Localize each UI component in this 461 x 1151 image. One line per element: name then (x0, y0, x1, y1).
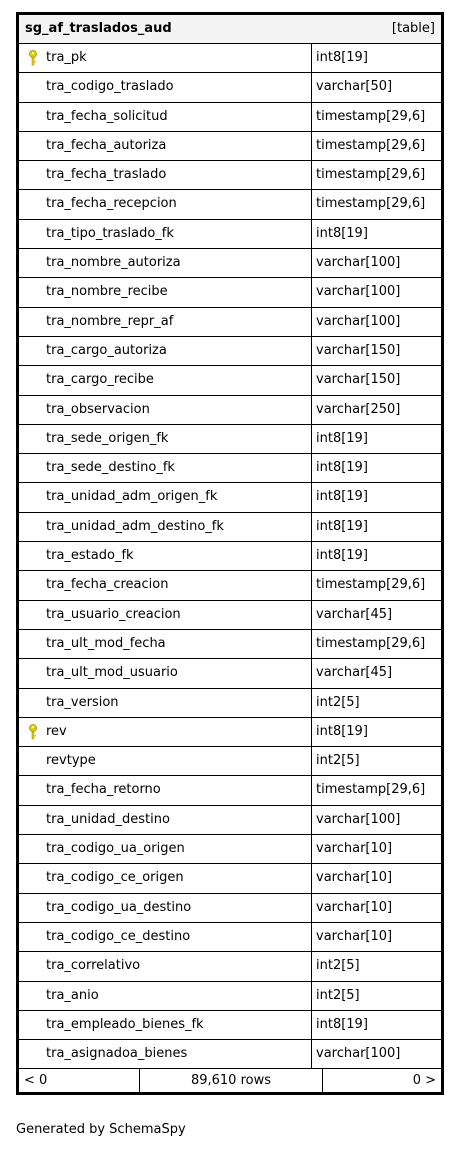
column-name[interactable]: tra_cargo_autoriza (46, 342, 167, 358)
column-type: timestamp[29,6] (316, 782, 426, 798)
column-type: int2[5] (316, 753, 360, 769)
column-row[interactable] (19, 454, 441, 483)
column-name[interactable]: tra_sede_destino_fk (46, 460, 175, 476)
column-name[interactable]: tra_pk (46, 50, 87, 65)
column-name-cell (19, 601, 312, 629)
column-list (19, 44, 441, 1069)
column-row[interactable] (19, 894, 441, 923)
column-name-cell (19, 425, 312, 453)
column-name[interactable]: tra_unidad_adm_destino_fk (46, 518, 224, 534)
column-name[interactable]: tra_version (46, 694, 119, 710)
column-name[interactable]: tra_codigo_ua_destino (46, 899, 192, 915)
column-row[interactable] (19, 601, 441, 630)
column-type: int8[19] (316, 430, 368, 446)
column-name[interactable]: tra_unidad_destino (46, 811, 170, 827)
column-type: int8[19] (316, 1016, 368, 1032)
column-row[interactable] (19, 1040, 441, 1069)
column-type: int2[5] (316, 694, 360, 710)
table-header (19, 15, 441, 44)
column-name-cell (19, 776, 312, 804)
column-row[interactable] (19, 366, 441, 395)
column-name[interactable]: tra_ult_mod_fecha (46, 635, 166, 651)
column-row[interactable] (19, 161, 441, 190)
table-footer (19, 1069, 441, 1092)
column-type: varchar[100] (316, 284, 401, 300)
column-row[interactable] (19, 103, 441, 132)
column-type: varchar[50] (316, 79, 393, 95)
column-name[interactable]: tra_codigo_traslado (46, 79, 174, 95)
column-name-cell (19, 513, 312, 541)
column-type: varchar[10] (316, 899, 393, 915)
column-type: varchar[10] (316, 870, 393, 886)
column-name-cell (19, 571, 312, 599)
column-name-cell (19, 982, 312, 1010)
column-row[interactable] (19, 483, 441, 512)
column-row[interactable] (19, 571, 441, 600)
column-name[interactable]: tra_cargo_recibe (46, 372, 154, 388)
column-type: int8[19] (316, 460, 368, 476)
column-row[interactable] (19, 747, 441, 776)
column-row[interactable] (19, 659, 441, 688)
column-row[interactable] (19, 776, 441, 805)
column-type: varchar[150] (316, 342, 401, 358)
column-name-cell (19, 864, 312, 892)
column-name[interactable]: tra_sede_origen_fk (46, 430, 169, 446)
column-type: timestamp[29,6] (316, 167, 426, 183)
column-name[interactable]: tra_fecha_retorno (46, 782, 161, 798)
column-name-cell (19, 73, 312, 101)
column-type: varchar[45] (316, 665, 393, 681)
column-type: int8[19] (316, 489, 368, 505)
column-type: int8[19] (316, 548, 368, 564)
column-name[interactable]: tra_correlativo (46, 958, 141, 974)
column-row[interactable] (19, 132, 441, 161)
column-name-cell (19, 952, 312, 980)
column-type: varchar[100] (316, 255, 401, 271)
column-name-cell (19, 1040, 312, 1068)
column-row[interactable] (19, 278, 441, 307)
column-name[interactable]: tra_empleado_bienes_fk (46, 1016, 204, 1032)
column-type: int8[19] (316, 518, 368, 534)
column-name-cell (19, 396, 312, 424)
column-type: timestamp[29,6] (316, 196, 426, 212)
column-name[interactable]: tra_fecha_solicitud (46, 108, 168, 124)
column-name[interactable]: tra_nombre_autoriza (46, 255, 181, 271)
column-type: varchar[10] (316, 928, 393, 944)
column-name-cell (19, 454, 312, 482)
column-row[interactable] (19, 190, 441, 219)
column-name[interactable]: tra_usuario_creacion (46, 606, 181, 622)
column-type: int2[5] (316, 958, 360, 974)
column-row[interactable] (19, 513, 441, 542)
column-name-cell (19, 44, 312, 72)
column-name-cell (19, 894, 312, 922)
column-row[interactable] (19, 220, 441, 249)
column-name-cell (19, 630, 312, 658)
column-name-cell (19, 103, 312, 131)
column-type: varchar[250] (316, 401, 401, 417)
row-count: 89,610 rows (140, 1069, 323, 1092)
column-name-cell (19, 689, 312, 717)
column-type: varchar[100] (316, 811, 401, 827)
column-name-cell (19, 1011, 312, 1039)
column-name[interactable]: tra_fecha_recepcion (46, 196, 177, 212)
column-name-cell (19, 278, 312, 306)
column-name-cell (19, 161, 312, 189)
column-name[interactable]: tra_codigo_ua_origen (46, 841, 185, 857)
column-name[interactable]: tra_nombre_recibe (46, 284, 168, 300)
column-type: int8[19] (316, 225, 368, 241)
column-name[interactable]: tra_fecha_creacion (46, 577, 169, 593)
column-type: int8[19] (316, 50, 368, 65)
key-icon (28, 724, 38, 740)
column-row[interactable] (19, 835, 441, 864)
column-name[interactable]: rev (46, 723, 67, 739)
column-row[interactable] (19, 425, 441, 454)
column-name-cell (19, 337, 312, 365)
column-type: int2[5] (316, 987, 360, 1003)
column-row[interactable] (19, 73, 441, 102)
column-row[interactable] (19, 982, 441, 1011)
column-row[interactable] (19, 630, 441, 659)
column-name-cell (19, 308, 312, 336)
column-name[interactable]: tra_fecha_autoriza (46, 137, 167, 153)
column-name[interactable]: tra_unidad_adm_origen_fk (46, 489, 218, 505)
column-row[interactable] (19, 1011, 441, 1040)
column-row[interactable] (19, 396, 441, 425)
column-name[interactable]: tra_asignadoa_bienes (46, 1046, 188, 1062)
column-name-cell (19, 542, 312, 570)
column-row[interactable] (19, 308, 441, 337)
table-name[interactable]: sg_af_traslados_aud (25, 21, 172, 36)
column-row[interactable] (19, 923, 441, 952)
column-name-cell (19, 923, 312, 951)
column-row[interactable] (19, 337, 441, 366)
column-name[interactable]: tra_nombre_repr_af (46, 313, 174, 329)
parents-count[interactable]: < 0 (19, 1069, 140, 1092)
column-name-cell (19, 366, 312, 394)
column-row[interactable] (19, 689, 441, 718)
table-type-label: [table] (391, 21, 435, 36)
column-name-cell (19, 483, 312, 511)
column-name-cell (19, 190, 312, 218)
column-name[interactable]: revtype (46, 753, 96, 769)
column-name[interactable]: tra_anio (46, 987, 99, 1003)
column-type: timestamp[29,6] (316, 108, 426, 124)
column-name-cell (19, 806, 312, 834)
column-type: varchar[10] (316, 841, 393, 857)
column-name-cell (19, 220, 312, 248)
column-name[interactable]: tra_tipo_traslado_fk (46, 225, 174, 241)
column-name-cell (19, 132, 312, 160)
column-type: varchar[45] (316, 606, 393, 622)
column-name-cell (19, 835, 312, 863)
column-name[interactable]: tra_fecha_traslado (46, 167, 167, 183)
generated-by-text: Generated by SchemaSpy (16, 1122, 186, 1137)
column-row[interactable] (19, 542, 441, 571)
column-type: varchar[100] (316, 313, 401, 329)
column-name[interactable]: tra_estado_fk (46, 548, 134, 564)
column-name-cell (19, 718, 312, 746)
column-row[interactable] (19, 864, 441, 893)
column-type: varchar[150] (316, 372, 401, 388)
column-type: timestamp[29,6] (316, 577, 426, 593)
column-type: int8[19] (316, 723, 368, 739)
children-count[interactable]: 0 > (412, 1073, 436, 1088)
column-type: timestamp[29,6] (316, 137, 426, 153)
column-name[interactable]: tra_observacion (46, 401, 150, 417)
column-name-cell (19, 249, 312, 277)
column-type: timestamp[29,6] (316, 635, 426, 651)
column-name[interactable]: tra_ult_mod_usuario (46, 665, 178, 681)
column-row[interactable] (19, 806, 441, 835)
column-row[interactable] (19, 952, 441, 981)
column-row[interactable] (19, 44, 441, 73)
column-type: varchar[100] (316, 1046, 401, 1062)
column-row[interactable] (19, 249, 441, 278)
column-name-cell (19, 747, 312, 775)
column-row[interactable] (19, 718, 441, 747)
column-name[interactable]: tra_codigo_ce_origen (46, 870, 184, 886)
key-icon (28, 50, 38, 66)
table-node (16, 12, 444, 1095)
column-name-cell (19, 659, 312, 687)
column-name[interactable]: tra_codigo_ce_destino (46, 928, 191, 944)
